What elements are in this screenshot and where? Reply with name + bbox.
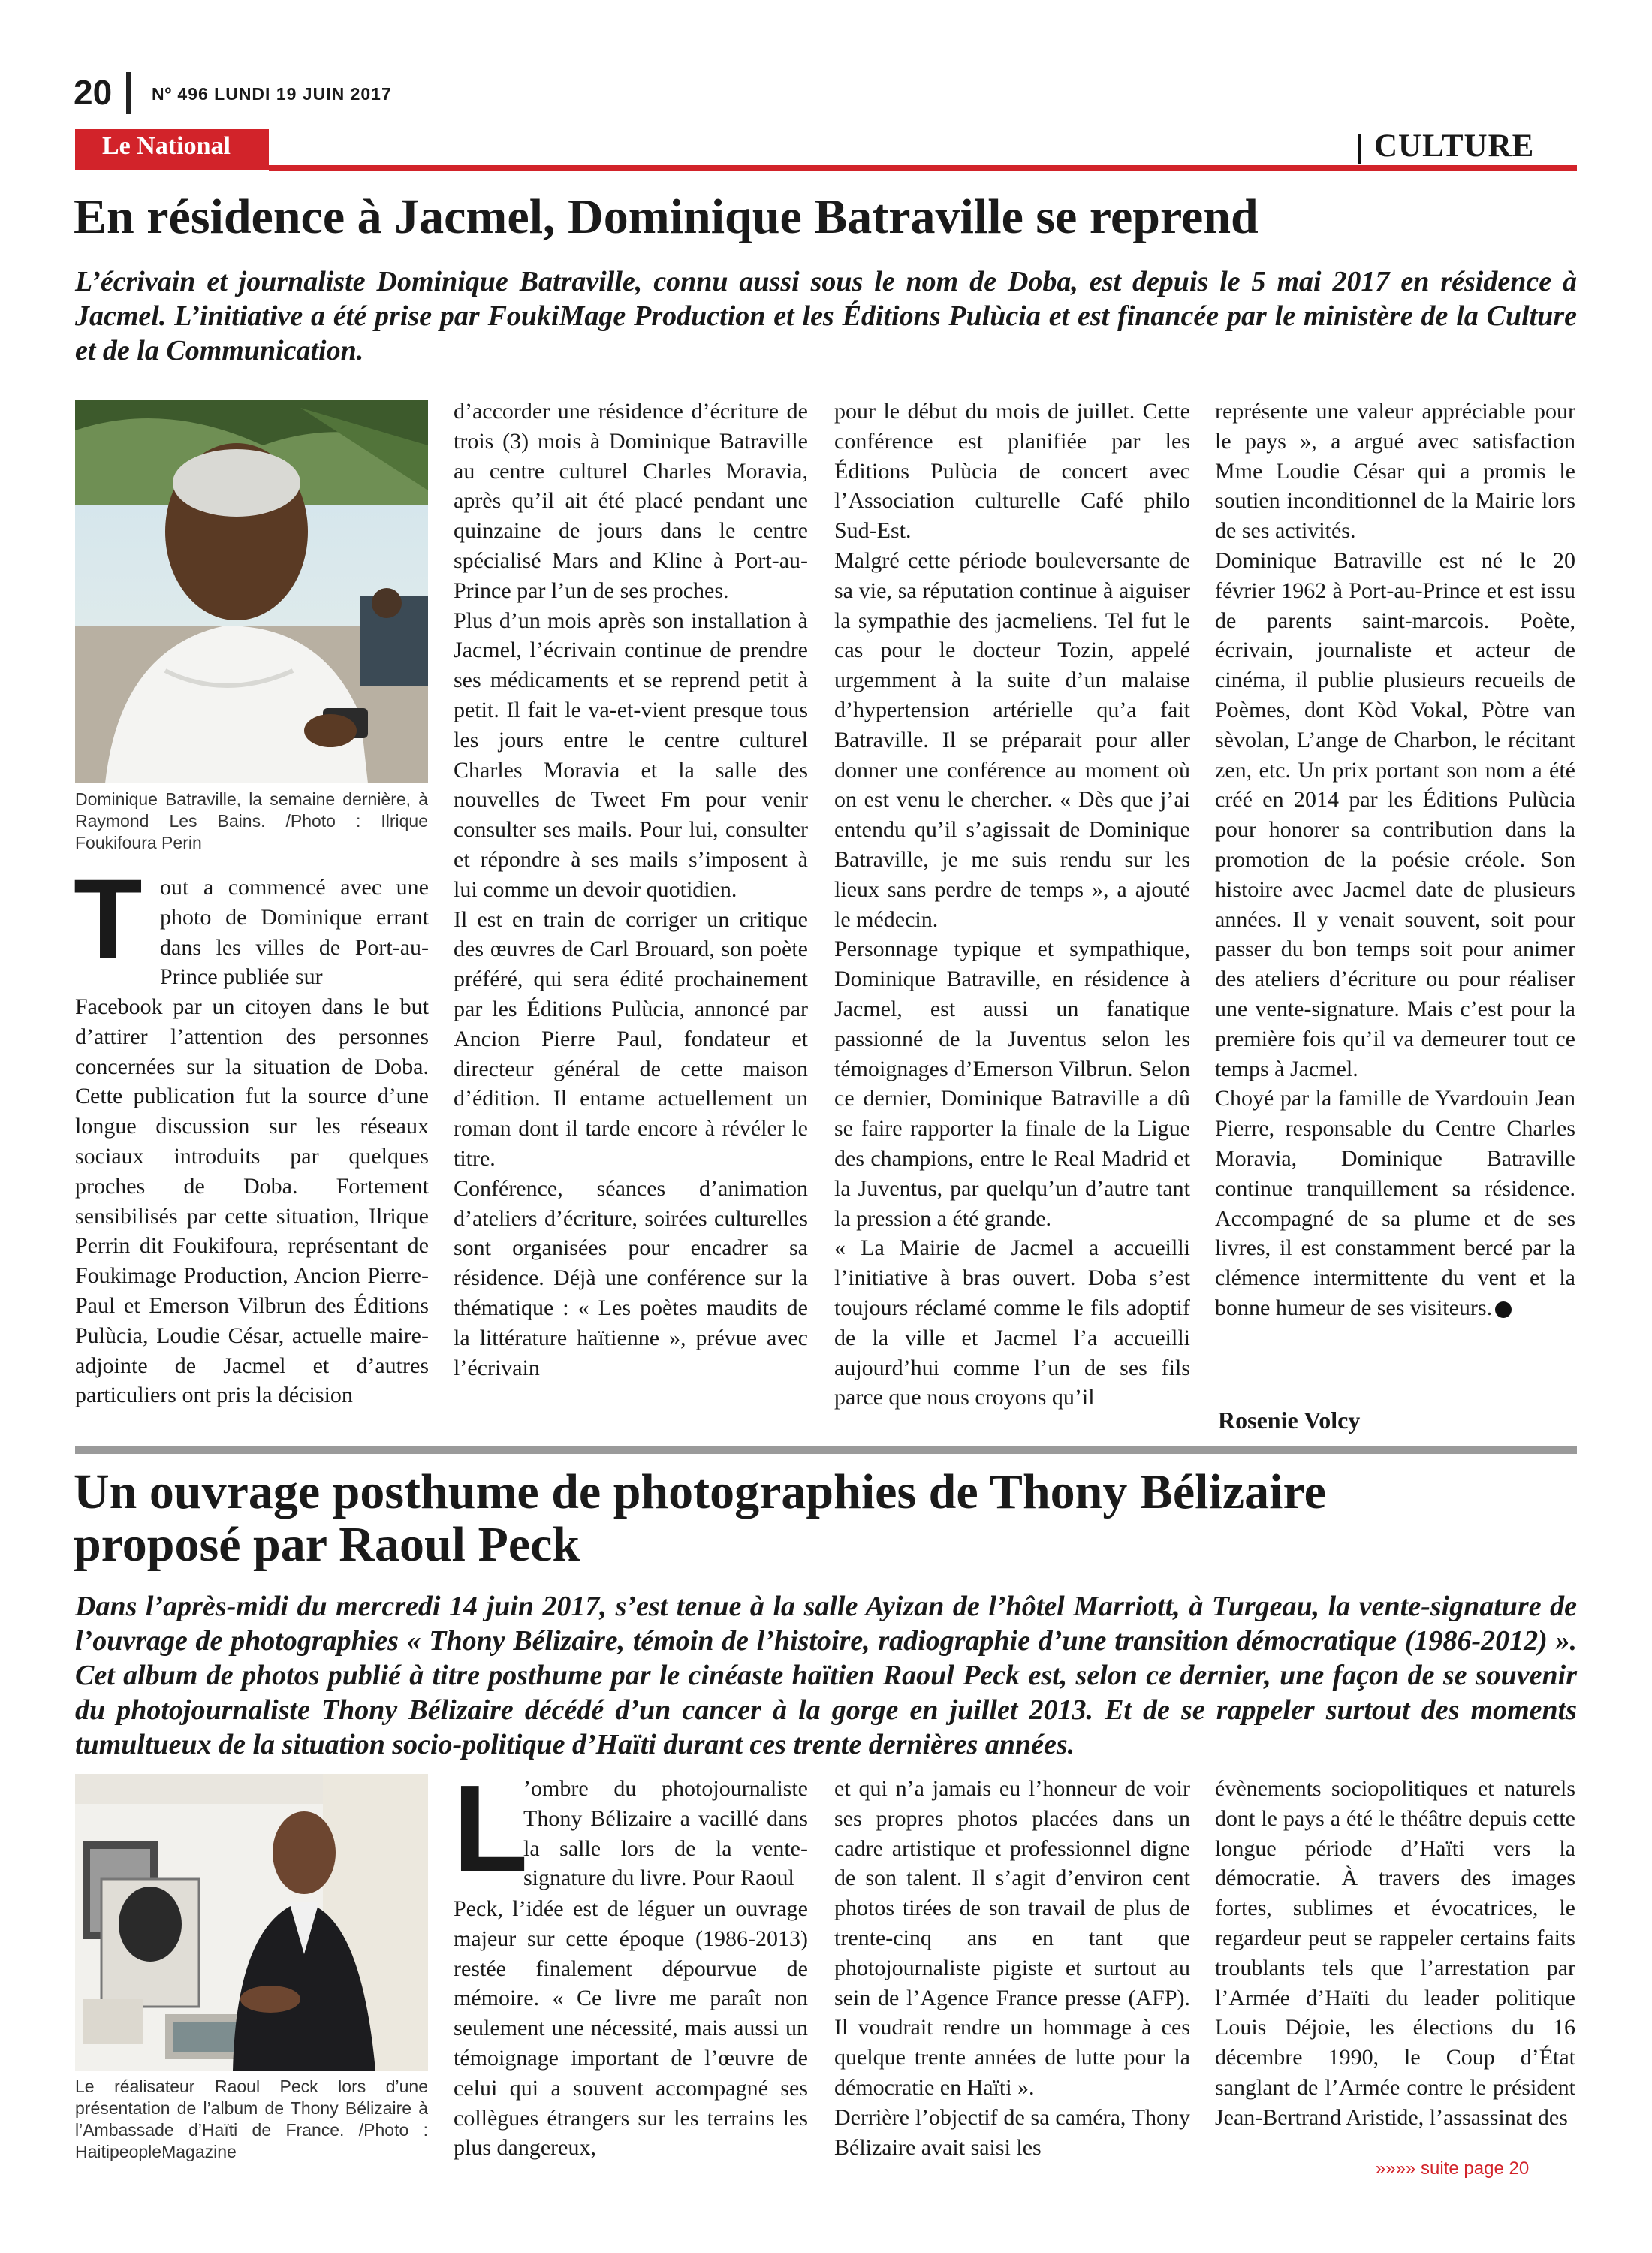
issue-date: Nº 496 LUNDI 19 JUIN 2017: [152, 84, 392, 104]
article1-col3-paragraph: pour le début du mois de juillet. Cette conférence est planifiée par les Éditions Pulùcia de concert avec l’Association culturelle Café philo Sud-Est.: [834, 399, 1190, 544]
article1-col2-paragraph: Conférence, séances d’animation d’ateliers d’écriture, soirées culturelles sont organisées pour encadrer sa résidence. Déjà une conférence sur la thématique : « Les poètes maudits de la littérature haïtienne », prévue avec l’écrivain: [454, 1175, 808, 1380]
continued-link[interactable]: »»»» suite page 20: [1376, 2158, 1530, 2179]
article2-col2-text: Peck, l’idée est de léguer un ouvrage majeur sur cette époque (1986-2013) restée finalement dépourvue de mémoire. « Ce livre me paraît non seulement une nécessité, mais aussi un témoignage important de l’œuvre de celui qui a souvent accompagné ses collègues étrangers sur les terrains les plus dangereux,: [454, 1896, 808, 2161]
article2-col3-paragraph: Derrière l’objectif de sa caméra, Thony Bélizaire avait saisi les: [834, 2104, 1190, 2160]
article1-col4-paragraph: Dominique Batraville est né le 20 février 1962 à Port-au-Prince et est issu de parents saint-marcois. Poète, écrivain, journaliste et acteur de cinéma, il publie plusieurs recueils de Poèmes, dont Kòd Vokal, Pòtre van sèvolan, L’ange de Charbon, le récitant zen, etc. Un prix portant son nom a été créé en 2014 par les Éditions Pulùcia pour honorer sa contribution dans la promotion de la poésie créole. Son histoire avec Jacmel date de plusieurs années. Il y venait souvent, soit pour passer du bon temps soit pour animer des ateliers d’écriture ou pour réaliser une vente-signature. Mais c’est pour la première fois qu’il va demeurer tout ce temps à Jacmel.: [1215, 547, 1575, 1081]
article1-col3-paragraph: « La Mairie de Jacmel a accueilli l’initiative à bras ouvert. Doba s’est toujours réclamé comme le fils adoptif de la ville et Jacmel l’a accueilli aujourd’hui comme l’un de ses fils parce que nous croyons qu’il: [834, 1235, 1190, 1410]
section-divider: [1358, 134, 1361, 164]
article1-col1-wrap-text: out a commencé avec une photo de Dominique errant dans les villes de Port-au-Prince publiée sur: [160, 875, 429, 990]
article1-col2-paragraph: Il est en train de corriger un critique des œuvres de Carl Brouard, son poète préféré, qui sera édité prochainement par les Éditions Pulùcia, annoncé par Ancion Pierre Paul, fondateur et directeur général de cette maison d’édition. Il entame actuellement un roman dont il tarde encore à révéler le titre.: [454, 906, 808, 1171]
article1-col4-last-text: Choyé par la famille de Yvardouin Jean Pierre, responsable du Centre Charles Moravia, Dominique Batraville continue tranquillement sa résidence. Accompagné de sa plume et de ses livres, il est constamment bercé par la clémence intermittente du vent et la bonne humeur de ses visiteurs.: [1215, 1086, 1575, 1320]
article2-col2-wrap-text: ’ombre du photojournaliste Thony Bélizaire a vacillé dans la salle lors de la vente-signature du livre. Pour Raoul: [523, 1776, 808, 1891]
section-label: CULTURE: [1374, 128, 1535, 164]
article1-title: En résidence à Jacmel, Dominique Batraville se reprend: [74, 189, 1259, 244]
page-number: 20: [74, 73, 113, 112]
article1-col2-paragraph: Plus d’un mois après son installation à Jacmel, l’écrivain continue de prendre ses médicaments et se reprend petit à petit. Il fait le va-et-vient presque tous les jours entre le centre culturel Charles Moravia et la salle des nouvelles de Tweet Fm pour venir consulter ses mails. Pour lui, consulter et répondre à ses mails s’imposent à lui comme un devoir quotidien.: [454, 608, 808, 902]
article1-author: Rosenie Volcy: [1218, 1407, 1361, 1434]
header-divider: [126, 72, 131, 114]
article2-col3-paragraph: et qui n’a jamais eu l’honneur de voir ses propres photos placées dans un cadre artistique et professionnel digne de son talent. Il s’agit d’environ cent photos tirées de son travail de plus de trente-cinq ans en tant que photojournaliste pigiste et surtout au sein de l’Agence France presse (AFP). Il voudrait rendre un hommage à ces quelque trente années de lutte pour la démocratie en Haïti ».: [834, 1776, 1190, 2100]
header-red-rule: [269, 165, 1577, 171]
article-separator: [75, 1446, 1577, 1454]
photo-raoul-peck: [75, 1774, 428, 2071]
article1-col4-paragraph: représente une valeur appréciable pour le pays », a argué avec satisfaction Mme Loudie César qui a promis le soutien inconditionnel de la Mairie lors de ses activités.: [1215, 399, 1575, 544]
brand-name: Le National: [102, 132, 231, 160]
photo2-caption: Le réalisateur Raoul Peck lors d’une présentation de l’album de Thony Bélizaire à l’Ambassade d’Haïti de France. /Photo : HaitipeopleMagazine: [75, 2077, 428, 2161]
article1-col3-paragraph: Malgré cette période bouleversante de sa vie, sa réputation continue à aiguiser la sympathie des jacmeliens. Tel fut le cas pour le docteur Tozin, appelé urgemment à la suite d’un malaise d’hypertension artérielle qu’a fait Batraville. Il se préparait pour aller donner une conférence au moment où on est venu le chercher. « Dès que j’ai entendu qu’il s’agissait de Dominique Batraville, je me suis rendu sur les lieux sans perdre de temps », a ajouté le médecin.: [834, 547, 1190, 932]
article1-col2: [454, 397, 808, 1383]
article2-title-line1: Un ouvrage posthume de photographies de Thony Bélizaire: [74, 1464, 1326, 1519]
article2-col4: évènements sociopolitiques et naturels dont le pays a été le théâtre depuis cette longue période d’Haïti vers la démocratie. À travers des images fortes, sublimes et évocatrices, le regardeur peut se rappeler certains faits troublants tels que l’arrestation par l’Armée d’Haïti du leader politique Louis Déjoie, les élections du 16 décembre 1990, le Coup d’État sanglant de l’Armée contre le président Jean-Bertrand Aristide, l’assassinat des: [1215, 1776, 1575, 2130]
article2-col3: [834, 1774, 1190, 2162]
article1-col3-paragraph: Personnage typique et sympathique, Dominique Batraville, en résidence à Jacmel, est aussi un fanatique passionné de la Juventus selon les témoignages d’Emerson Vilbrun. Selon ce dernier, Dominique Batraville a dû se faire rapporter la finale de la Ligue des champions, entre le Real Madrid et la Juventus, par quelqu’un d’autre tant la pression a été grande.: [834, 936, 1190, 1231]
article2-title-line2: proposé par Raoul Peck: [74, 1517, 580, 1572]
end-of-article-icon: [1495, 1301, 1512, 1318]
photo-dominique-batraville: [75, 400, 428, 783]
article1-dropcap: T: [74, 855, 143, 982]
article1-col2-paragraph: d’accorder une résidence d’écriture de trois (3) mois à Dominique Batraville au centre culturel Charles Moravia, après qu’il ait été placé pendant une quinzaine de jours dans le centre spécialisé Mars and Kline à Port-au-Prince par l’un de ses proches.: [454, 399, 808, 603]
article1-col4-paragraph: [1215, 1084, 1575, 1323]
article1-col1-text: Facebook par un citoyen dans le but d’attirer l’attention des personnes concernées sur la situation de Doba. Cette publication fut la source d’une longue discussion sur les réseaux sociaux introduits par quelques proches de Doba. Fortement sensibilisés par cette situation, Ilrique Perrin dit Foukifoura, représentant de Foukimage Production, Ancion Pierre-Paul et Emerson Vilbrun des Éditions Pulùcia, Loudie César, actuelle maire-adjointe de Jacmel et d’autres particuliers ont pris la décision: [75, 994, 429, 1408]
article2-dropcap: L: [453, 1760, 529, 1897]
article1-col4: [1215, 397, 1575, 1323]
article1-col3: [834, 397, 1190, 1413]
article1-lead: L’écrivain et journaliste Dominique Batraville, connu aussi sous le nom de Doba, est depuis le 5 mai 2017 en résidence à Jacmel. L’initiative a été prise par FoukiMage Production et les Éditions Pulùcia et est financée par le ministère de la Culture et de la Communication.: [75, 266, 1577, 366]
photo1-caption: Dominique Batraville, la semaine dernière, à Raymond Les Bains. /Photo : Ilrique Foukifoura Perin: [75, 789, 428, 852]
article2-lead: Dans l’après-midi du mercredi 14 juin 2017, s’est tenue à la salle Ayizan de l’hôtel Marriott, à Turgeau, la vente-signature de l’ouvrage de photographies « Thony Bélizaire, témoin de l’histoire, radiographie d’une transition démocratique (1986-2012) ». Cet album de photos publié à titre posthume par le cinéaste haïtien Raoul Peck est, selon ce dernier, une façon de se souvenir du photojournaliste Thony Bélizaire décédé d’un cancer à la gorge en juillet 2013. Et de se rappeler surtout des moments tumultueux de la situation socio-politique d’Haïti durant ces trente dernières années.: [75, 1591, 1577, 1760]
